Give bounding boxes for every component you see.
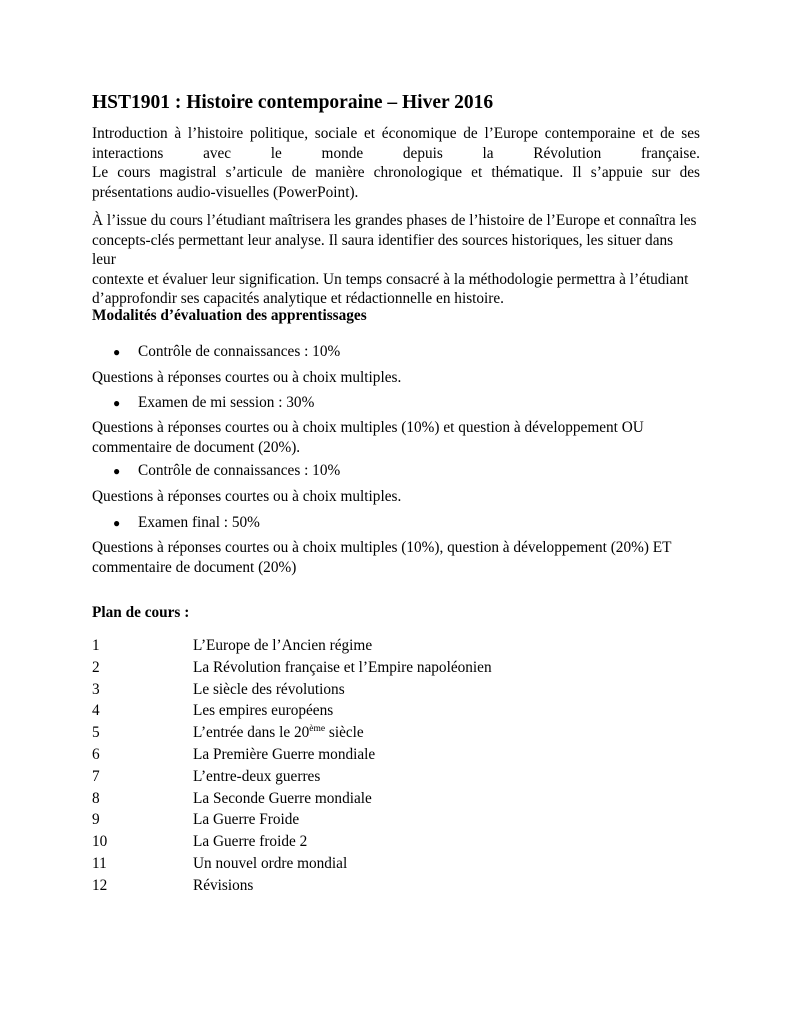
plan-title-text: siècle: [325, 724, 364, 741]
plan-number: 10: [92, 833, 108, 850]
plan-number: 8: [92, 790, 100, 807]
intro-line: interactions avec le monde depuis la Révolution française.: [92, 144, 700, 162]
bullet-icon: ●: [113, 464, 121, 478]
evaluation-item-description: [92, 487, 700, 507]
plan-title: L’Europe de l’Ancien régime: [193, 637, 373, 654]
plan-title: Le siècle des révolutions: [193, 681, 345, 698]
plan-number: 1: [92, 637, 100, 654]
intro-line: Le cours magistral s’articule de manière chronologique et thématique. Il s’appuie sur des: [92, 164, 700, 181]
plan-title-text: L’entrée dans le 20: [193, 724, 310, 741]
evaluation-item: [113, 513, 260, 533]
plan-row: [92, 701, 333, 721]
course-title: HST1901 : Histoire contemporaine – Hiver 2016: [92, 92, 494, 113]
evaluation-item: [113, 461, 340, 481]
plan-number: 9: [92, 811, 100, 828]
plan-title: La Seconde Guerre mondiale: [193, 790, 372, 807]
objectives-line: concepts-clés permettant leur analyse. Il saura identifier des sources historiques, les situer dans leur: [92, 231, 674, 268]
plan-number: 12: [92, 877, 108, 894]
bullet-icon: ●: [113, 516, 121, 530]
evaluation-item: [113, 342, 340, 362]
evaluation-item-label: Examen final : 50%: [138, 514, 260, 531]
plan-number: 11: [92, 855, 107, 872]
evaluation-item-label: Contrôle de connaissances : 10%: [138, 343, 341, 360]
plan-row: [92, 767, 320, 787]
plan-row: [92, 636, 372, 656]
plan-row: [92, 810, 299, 830]
description-line: Questions à réponses courtes ou à choix multiples.: [92, 369, 402, 386]
evaluation-item-label: Examen de mi session : 30%: [138, 394, 315, 411]
plan-number: 5: [92, 724, 100, 741]
plan-number: 4: [92, 702, 100, 719]
description-line: commentaire de document (20%): [92, 558, 297, 576]
objectives-paragraph: [92, 211, 700, 309]
plan-row: [92, 832, 307, 852]
plan-row: [92, 658, 492, 678]
plan-number: 2: [92, 659, 100, 676]
plan-row: [92, 789, 372, 809]
plan-title: La Guerre Froide: [193, 811, 300, 828]
intro-paragraph: [92, 124, 700, 202]
plan-title: [193, 724, 364, 741]
objectives-line: contexte et évaluer leur signification. Un temps consacré à la méthodologie permettra à l’étudiant: [92, 270, 689, 288]
evaluation-item-description: [92, 418, 700, 457]
description-line: commentaire de document (20%).: [92, 438, 301, 456]
description-line: Questions à réponses courtes ou à choix multiples (10%) et question à développement OU: [92, 419, 644, 436]
plan-row: [92, 876, 253, 896]
intro-line: présentations audio-visuelles (PowerPoint).: [92, 183, 359, 201]
plan-row: [92, 745, 375, 765]
plan-number: 3: [92, 681, 100, 698]
plan-title: La Première Guerre mondiale: [193, 746, 376, 763]
evaluation-item: [113, 393, 314, 413]
plan-row: [92, 854, 347, 874]
plan-row: [92, 723, 364, 743]
plan-title: La Révolution française et l’Empire napoléonien: [193, 659, 492, 676]
plan-number: 6: [92, 746, 100, 763]
intro-line: Introduction à l’histoire politique, sociale et économique de l’Europe contemporaine et de ses: [92, 125, 700, 142]
plan-title: Un nouvel ordre mondial: [193, 855, 348, 872]
plan-title: Révisions: [193, 877, 254, 894]
objectives-line: d’approfondir ses capacités analytique et rédactionnelle en histoire.: [92, 290, 505, 307]
plan-row: [92, 680, 345, 700]
description-line: Questions à réponses courtes ou à choix multiples (10%), question à développement (20%) ET: [92, 539, 672, 556]
bullet-icon: ●: [113, 396, 121, 410]
plan-title-superscript: ème: [309, 724, 326, 734]
plan-title: L’entre-deux guerres: [193, 768, 321, 785]
evaluation-heading: Modalités d’évaluation des apprentissages: [92, 307, 367, 324]
objectives-line: À l’issue du cours l’étudiant maîtrisera les grandes phases de l’histoire de l’Europe et connaîtra les: [92, 212, 697, 229]
plan-title: La Guerre froide 2: [193, 833, 308, 850]
description-line: Questions à réponses courtes ou à choix multiples.: [92, 488, 402, 505]
plan-number: 7: [92, 768, 100, 785]
plan-heading: Plan de cours :: [92, 604, 190, 621]
plan-title: Les empires européens: [193, 702, 334, 719]
evaluation-item-label: Contrôle de connaissances : 10%: [138, 462, 341, 479]
bullet-icon: ●: [113, 345, 121, 359]
evaluation-item-description: [92, 368, 700, 388]
evaluation-item-description: [92, 538, 700, 577]
